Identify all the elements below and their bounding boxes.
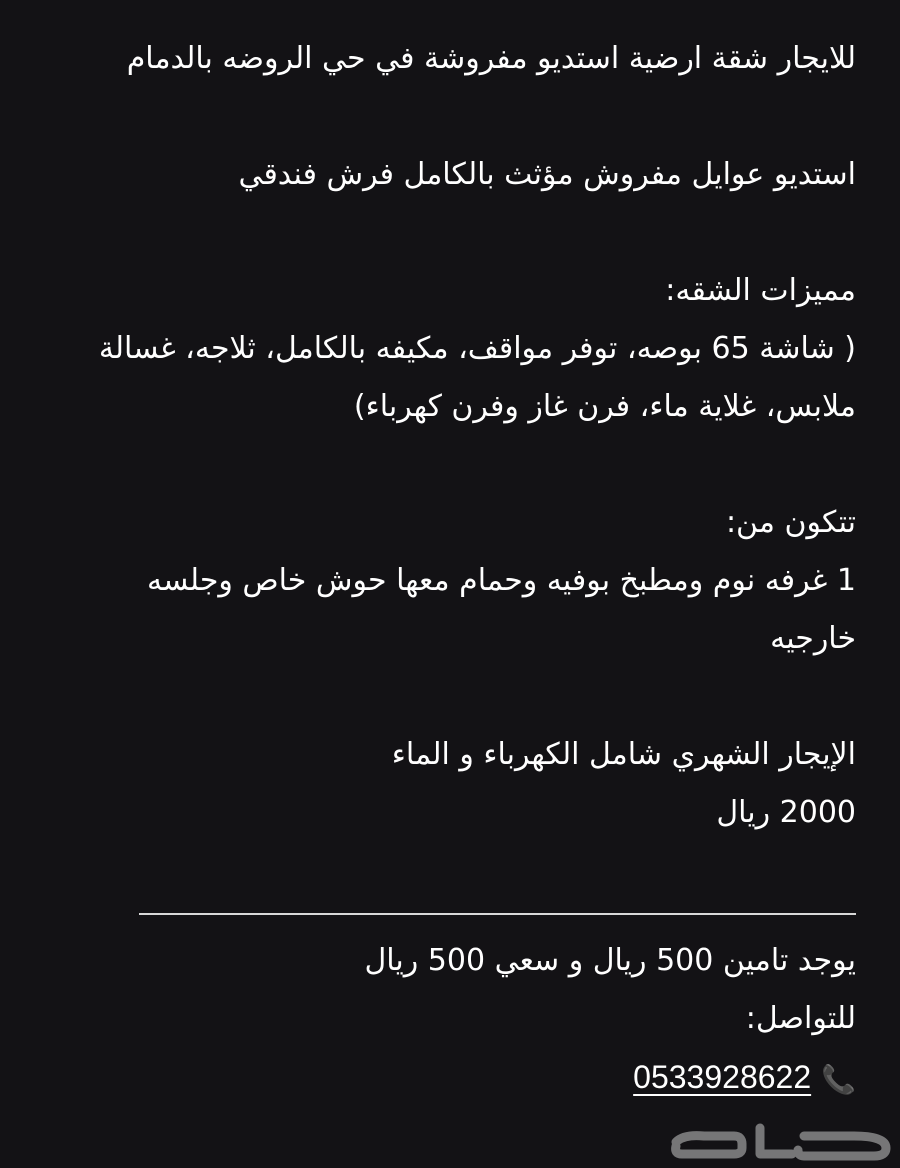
features-line: ملابس، غلاية ماء، فرن غاز وفرن كهرباء) xyxy=(353,389,856,424)
features-heading: مميزات الشقه: xyxy=(665,273,856,308)
post-body xyxy=(96,30,856,842)
deposit-line: يوجد تامين 500 ريال و سعي 500 ريال xyxy=(364,943,856,978)
contact-heading: للتواصل: xyxy=(745,1001,856,1036)
divider xyxy=(139,913,856,915)
rent-line: الإيجار الشهري شامل الكهرباء و الماء xyxy=(391,737,856,772)
price-line: 2000 ريال xyxy=(716,795,856,830)
spacer xyxy=(96,668,856,726)
post-title: للايجار شقة ارضية استديو مفروشة في حي الروضه بالدمام xyxy=(126,41,856,76)
spacer xyxy=(96,204,856,262)
phone-row xyxy=(96,1048,856,1109)
post-subtitle: استديو عوايل مفروش مؤثث بالكامل فرش فندقي xyxy=(238,157,856,192)
phone-link[interactable]: 0533928622 xyxy=(633,1059,812,1095)
features-line: ( شاشة 65 بوصه، توفر مواقف، مكيفه بالكامل، ثلاجه، غسالة xyxy=(98,331,856,366)
consists-heading: تتكون من: xyxy=(725,505,856,540)
spacer xyxy=(96,88,856,146)
consists-line: 1 غرفه نوم ومطبخ بوفيه وحمام معها حوش خاص وجلسه xyxy=(147,563,856,598)
consists-line: خارجيه xyxy=(770,621,856,656)
haraj-logo-watermark xyxy=(664,1112,896,1164)
phone-receiver-icon: 📞 xyxy=(821,1062,856,1096)
spacer xyxy=(96,436,856,494)
post-footer xyxy=(96,932,856,1109)
